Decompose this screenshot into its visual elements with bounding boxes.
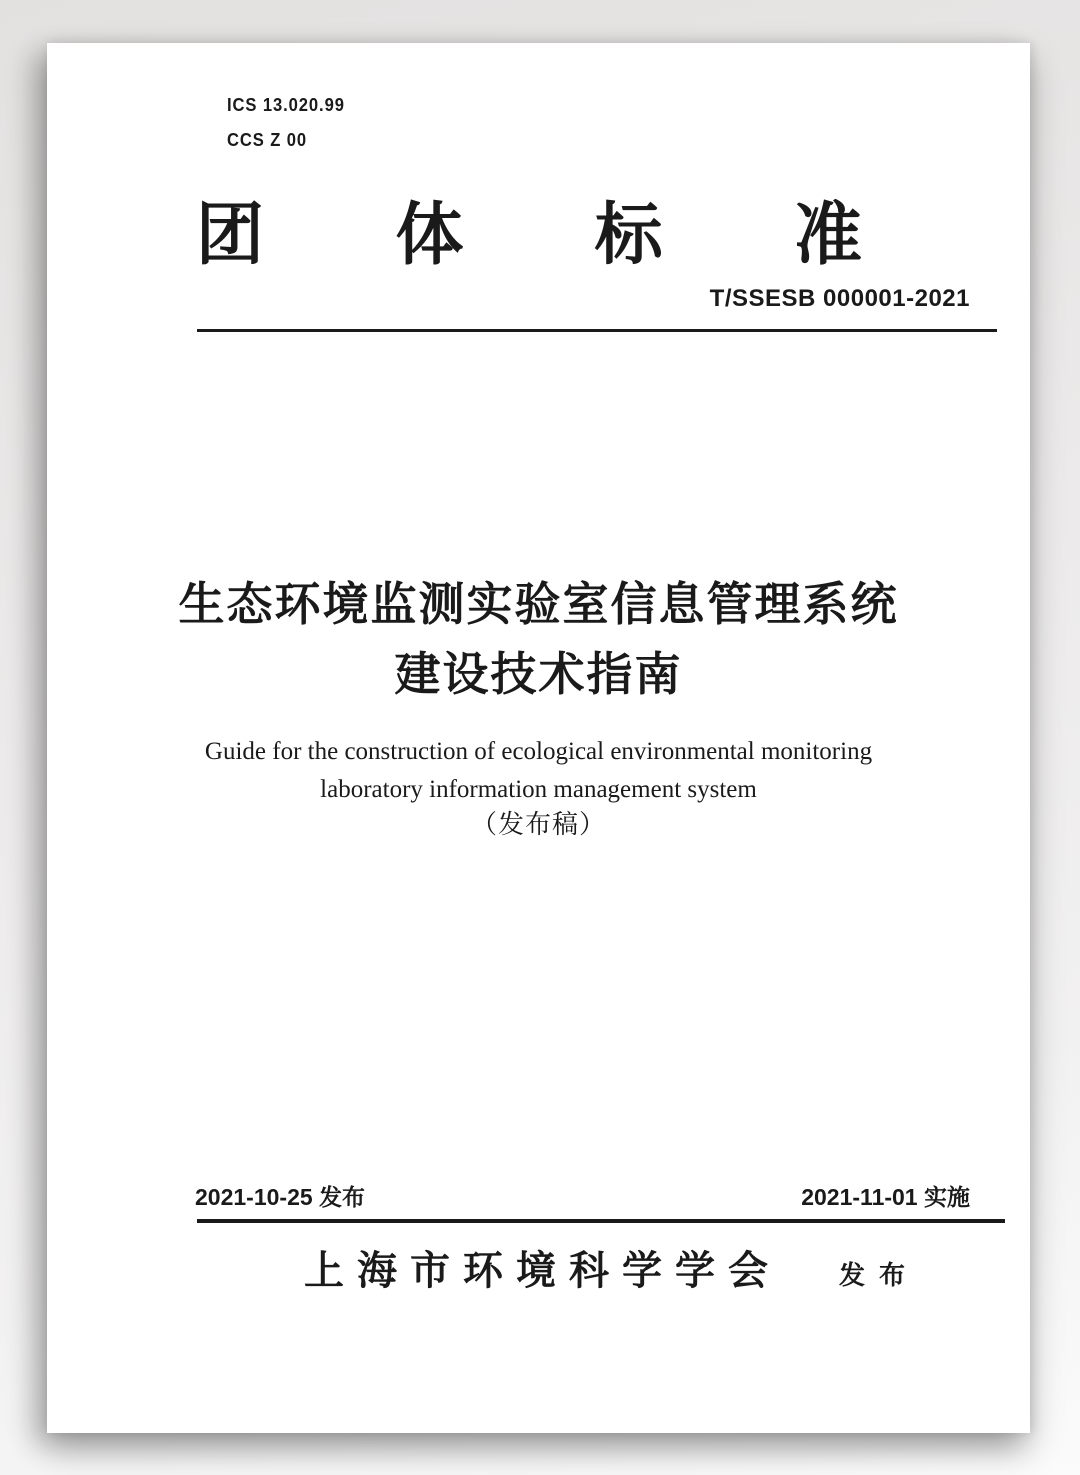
doc-type-title	[196, 197, 862, 273]
doc-title-en-line2: laboratory information management system	[320, 776, 757, 803]
issue-date: 2021-10-25 发布	[195, 1184, 366, 1210]
header-rule	[197, 329, 997, 332]
standard-number: T/SSESB 000001-2021	[709, 285, 970, 312]
doc-type-char: 准	[793, 197, 862, 273]
doc-title-zh-line2: 建设技术指南	[394, 648, 683, 700]
doc-type-char: 团	[196, 197, 265, 273]
document-page	[47, 43, 1030, 1433]
implementation-date: 2021-11-01 实施	[801, 1184, 970, 1210]
publish-label: 发布	[839, 1261, 920, 1290]
doc-title-en-line1: Guide for the construction of ecological environmental monitoring	[204, 738, 873, 765]
doc-type-char: 标	[594, 197, 663, 273]
draft-note: （发布稿）	[470, 809, 606, 839]
publisher-name: 上海市环境科学学会	[304, 1248, 781, 1293]
ics-code: ICS 13.020.99	[227, 95, 345, 115]
doc-type-char: 体	[395, 197, 464, 273]
ccs-code: CCS Z 00	[227, 130, 308, 150]
footer-rule	[197, 1219, 1005, 1223]
doc-title-zh-line1: 生态环境监测实验室信息管理系统	[178, 578, 899, 630]
